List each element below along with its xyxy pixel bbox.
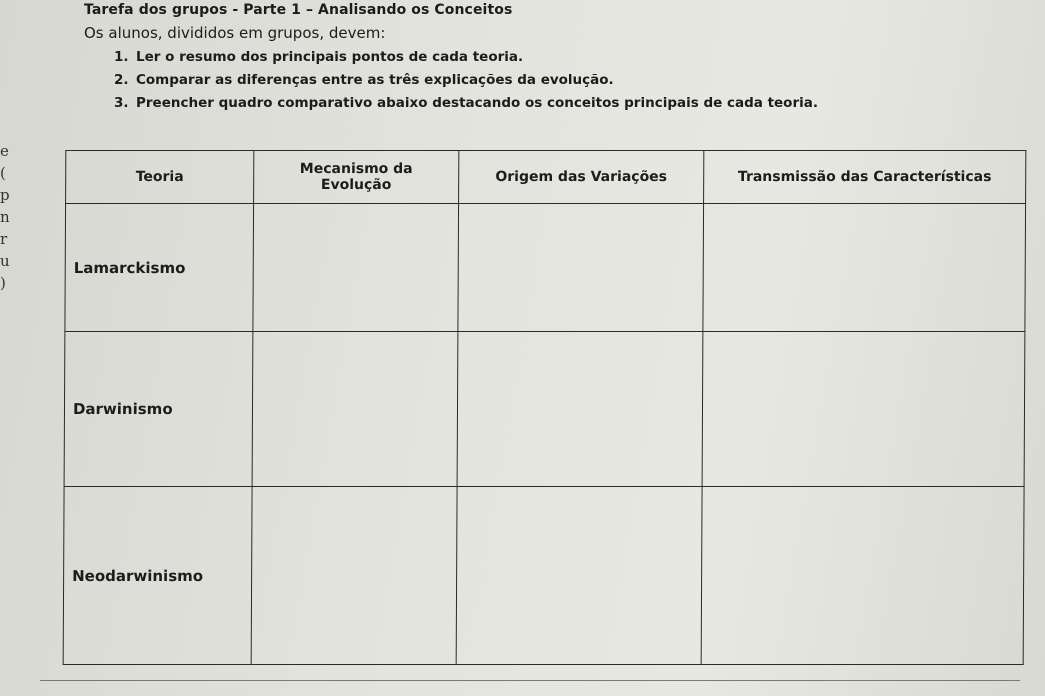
task-number: 2. xyxy=(114,72,129,88)
task-text: Comparar as diferenças entre as três explicações da evolução. xyxy=(136,72,614,88)
comparison-table xyxy=(63,150,1027,665)
task-text: Ler o resumo dos principais pontos de cada teoria. xyxy=(136,49,524,65)
worksheet-header xyxy=(84,2,818,111)
header-trait-transmission: Transmissão das Características xyxy=(704,151,1026,204)
instructions-intro: Os alunos, divididos em grupos, devem: xyxy=(84,24,386,42)
theory-cell: Neodarwinismo xyxy=(63,487,252,665)
theory-cell: Darwinismo xyxy=(64,332,253,487)
theory-cell: Lamarckismo xyxy=(65,204,254,332)
task-item xyxy=(114,49,818,65)
task-text: Preencher quadro comparativo abaixo destacando os conceitos principais de cada teoria. xyxy=(136,95,818,111)
page-bottom-edge xyxy=(40,680,1020,681)
left-margin-fragments: e ( p n r u ) xyxy=(0,142,10,292)
variation-cell[interactable] xyxy=(458,204,704,332)
task-item xyxy=(114,95,818,111)
variation-cell[interactable] xyxy=(456,487,702,665)
task-number: 3. xyxy=(114,95,129,111)
table-row xyxy=(65,204,1026,332)
table-header-row xyxy=(66,151,1026,204)
variation-cell[interactable] xyxy=(457,332,703,487)
header-theory: Teoria xyxy=(66,151,254,204)
comparison-table-wrapper xyxy=(63,150,1026,665)
table-row xyxy=(64,332,1025,487)
mechanism-cell[interactable] xyxy=(252,332,458,487)
transmission-cell[interactable] xyxy=(701,487,1024,665)
transmission-cell[interactable] xyxy=(702,332,1025,487)
task-number: 1. xyxy=(114,49,129,65)
header-variation-origin: Origem das Variações xyxy=(459,151,704,204)
mechanism-cell[interactable] xyxy=(251,487,457,665)
task-item xyxy=(114,72,818,88)
page-title: Tarefa dos grupos - Parte 1 – Analisando os Conceitos xyxy=(84,2,513,18)
table-row xyxy=(63,487,1024,665)
header-mechanism: Mecanismo da Evolução xyxy=(254,151,459,204)
transmission-cell[interactable] xyxy=(703,204,1026,332)
task-list xyxy=(114,49,818,118)
mechanism-cell[interactable] xyxy=(253,204,459,332)
